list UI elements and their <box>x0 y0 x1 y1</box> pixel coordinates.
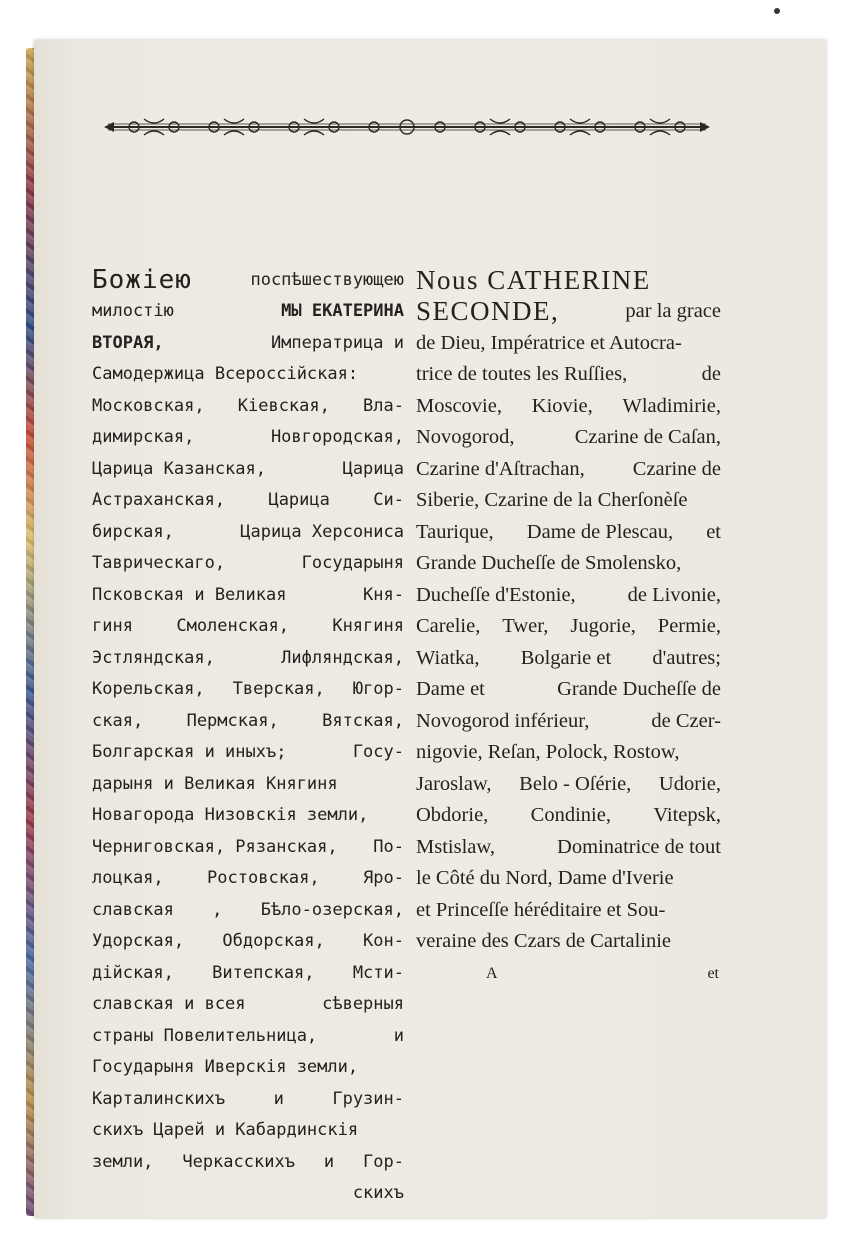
french-text-segment: Kiovie, <box>531 394 593 417</box>
russian-text-segment: Грузин- <box>332 1088 404 1109</box>
russian-text-segment: Таврическаго, <box>92 553 226 573</box>
russian-text-segment: Божіею <box>92 264 192 295</box>
russian-text-segment: Гор- <box>363 1151 404 1172</box>
french-text-segment: Czarine de Caſan, <box>574 426 721 448</box>
russian-text-segment: скихъ <box>352 1183 404 1203</box>
french-text-segment: Jaroslaw, <box>416 772 492 795</box>
russian-line <box>92 832 404 864</box>
french-text-segment: Czarine d'Aſtrachan, <box>416 457 585 480</box>
catchword: et <box>707 964 719 982</box>
russian-text-segment: Яро- <box>363 868 404 888</box>
russian-text-segment: Лифляндская, <box>281 647 404 668</box>
french-text-segment: et Princeſſe héréditaire et Sou- <box>416 898 666 921</box>
russian-text-segment: Черниговская, Рязанская, <box>92 836 338 857</box>
french-text-segment: Belo - Oſérie, <box>519 772 632 795</box>
french-line <box>416 863 721 895</box>
russian-text-segment: Царица Казанская, <box>92 458 266 479</box>
russian-text-segment: Пермская, <box>186 710 279 731</box>
russian-text-segment: Обдорская, <box>222 931 325 951</box>
russian-text-column <box>92 252 404 1210</box>
french-line <box>416 517 721 549</box>
russian-text-segment: Корельская, <box>92 679 205 699</box>
russian-text-segment: Новагорода Низовскія земли, <box>92 805 369 825</box>
french-text-segment: Mstislaw, <box>416 835 495 858</box>
french-line <box>416 422 721 454</box>
russian-line <box>92 958 404 990</box>
russian-text-segment: страны Повелительница, <box>92 1025 318 1046</box>
russian-text-segment: Государыня <box>301 553 404 573</box>
russian-line <box>92 548 404 580</box>
french-line <box>416 643 721 675</box>
french-text-segment: Grande Ducheſſe de Smolensko, <box>416 552 682 574</box>
russian-text-segment: и <box>273 1088 284 1109</box>
french-text-segment: Wladimirie, <box>622 394 721 417</box>
russian-text-segment: Вла- <box>363 395 404 416</box>
russian-text-segment: Ростовская, <box>207 868 320 888</box>
russian-text-segment: Псковская и Великая <box>92 584 287 605</box>
russian-text-segment: Астраханская, <box>92 490 226 510</box>
russian-line <box>92 422 404 454</box>
russian-text-segment: Новгородская, <box>270 427 404 447</box>
russian-text-segment: Черкасскихъ <box>182 1151 295 1172</box>
russian-text-segment: Удорская, <box>92 931 185 951</box>
french-line <box>416 611 721 643</box>
russian-text-segment: Императрица и <box>270 332 404 353</box>
french-line <box>416 548 721 580</box>
french-text-segment: de Livonie, <box>627 583 721 606</box>
russian-line <box>92 485 404 517</box>
french-text-segment: d'autres; <box>652 646 721 669</box>
russian-text-segment: славская и всея <box>92 994 246 1014</box>
russian-text-segment: Югор- <box>352 679 404 699</box>
russian-line <box>92 580 404 612</box>
french-text-segment: Grande Ducheſſe de <box>557 678 721 700</box>
dust-speck <box>774 8 780 14</box>
russian-text-segment: Мсти- <box>352 962 404 983</box>
russian-line <box>92 1115 404 1147</box>
russian-text-segment: Царица <box>268 490 330 510</box>
russian-line <box>92 391 404 423</box>
russian-text-segment: Кня- <box>363 584 404 605</box>
french-text-segment: Dame de Plescau, <box>526 520 674 543</box>
french-text-segment: Udorie, <box>658 772 721 795</box>
french-text-segment: Twer, <box>502 615 549 637</box>
french-text-segment: veraine des Czars de Cartalinie <box>416 930 671 952</box>
russian-text-segment: Царица <box>342 458 404 479</box>
russian-text-segment: и <box>323 1151 335 1172</box>
russian-line <box>92 1084 404 1116</box>
russian-line <box>92 863 404 895</box>
signature-line <box>416 958 721 990</box>
russian-text-segment: Государыня Иверскія земли, <box>92 1057 359 1077</box>
russian-line <box>92 706 404 738</box>
french-text-segment: Condinie, <box>530 804 611 826</box>
french-text-segment: Jugorie, <box>570 615 636 637</box>
french-text-segment: de Czer- <box>651 709 721 732</box>
french-text-segment: nigovie, Reſan, Polock, Rostow, <box>416 741 680 763</box>
french-text-column <box>416 252 721 989</box>
french-text-segment: Siberie, Czarine de la Cherſonèſe <box>416 489 688 511</box>
french-text-segment: Permie, <box>657 615 721 637</box>
french-text-segment: Taurique, <box>416 520 494 543</box>
french-line <box>416 737 721 769</box>
french-line <box>416 580 721 612</box>
russian-text-segment: и <box>393 1025 404 1046</box>
russian-line <box>92 359 404 391</box>
russian-text-segment: димирская, <box>92 427 195 447</box>
russian-text-segment: Эстляндская, <box>92 647 215 668</box>
french-text-segment: Dominatrice de tout <box>557 835 721 858</box>
russian-text-segment: милостію <box>92 301 174 321</box>
russian-text-segment: Госу- <box>352 742 404 762</box>
french-text-segment: Dame et <box>416 678 485 700</box>
russian-text-segment: Самодержица Всероссійская: <box>92 364 359 384</box>
russian-text-segment: бирская, <box>92 521 174 542</box>
russian-line <box>92 674 404 706</box>
russian-text-segment: ская, <box>92 710 144 731</box>
french-text-segment: Novogorod inférieur, <box>416 709 590 732</box>
french-text-segment: Moscovie, <box>416 394 502 417</box>
french-text-segment: Czarine de <box>632 457 721 480</box>
french-line <box>416 674 721 706</box>
french-line <box>416 832 721 864</box>
russian-line <box>92 296 404 328</box>
french-text-segment: Carelie, <box>416 615 481 637</box>
russian-line <box>92 1052 404 1084</box>
ornamental-header-rule <box>104 114 710 140</box>
russian-text-segment: Витепская, <box>212 962 315 983</box>
russian-line <box>92 252 404 296</box>
russian-text-segment: славская <box>92 899 174 920</box>
french-text-segment: le Côté du Nord, Dame d'Iverie <box>416 867 674 889</box>
french-line <box>416 485 721 517</box>
russian-text-segment: Вятская, <box>322 710 404 731</box>
french-line <box>416 454 721 486</box>
russian-line <box>92 800 404 832</box>
russian-text-segment: дарыня и Великая Княгиня <box>92 773 338 794</box>
french-text-segment: de Dieu, Impératrice et Autocra- <box>416 331 682 354</box>
french-text-segment: Novogorod, <box>416 426 515 448</box>
russian-line <box>92 989 404 1021</box>
french-text-segment: trice de toutes les Ruſſies, <box>416 363 628 385</box>
french-line <box>416 359 721 391</box>
russian-text-segment: лоцкая, <box>92 868 164 888</box>
french-text-segment: par la grace <box>625 300 721 322</box>
russian-line <box>92 769 404 801</box>
russian-text-segment: Кон- <box>363 931 404 951</box>
russian-text-segment: дійская, <box>92 962 174 983</box>
french-line <box>416 391 721 423</box>
russian-line <box>92 328 404 360</box>
russian-line <box>92 1021 404 1053</box>
russian-line <box>92 517 404 549</box>
french-line <box>416 800 721 832</box>
french-text-segment: de <box>701 363 721 385</box>
russian-text-segment: Царица Херсониса <box>240 521 404 542</box>
french-line <box>416 296 721 328</box>
french-line <box>416 706 721 738</box>
russian-line <box>92 895 404 927</box>
russian-text-segment: поспѣшествующею <box>250 269 404 290</box>
french-line <box>416 252 721 296</box>
russian-text-segment: Си- <box>373 490 404 510</box>
russian-text-segment: земли, <box>92 1151 154 1172</box>
russian-text-segment: скихъ Царей и Кабардинскія <box>92 1120 359 1140</box>
russian-text-segment: Московская, <box>92 395 205 416</box>
russian-line <box>92 643 404 675</box>
french-text-segment: et <box>706 520 721 543</box>
russian-line <box>92 1147 404 1179</box>
french-line <box>416 926 721 958</box>
french-line <box>416 328 721 360</box>
russian-line <box>92 611 404 643</box>
french-text-segment: SECONDE, <box>416 296 560 326</box>
french-text-segment: Ducheſſe d'Estonie, <box>416 583 576 606</box>
russian-text-segment: Кіевская, <box>237 395 330 416</box>
russian-line <box>92 1178 404 1210</box>
russian-text-segment: МЫ ЕКАТЕРИНА <box>281 301 404 321</box>
russian-text-segment: Смоленская, <box>176 616 289 636</box>
french-line <box>416 895 721 927</box>
russian-text-segment: По- <box>373 836 404 857</box>
russian-text-segment: Тверская, <box>232 679 325 699</box>
french-text-segment: Bolgarie et <box>520 646 612 669</box>
russian-text-segment: , <box>212 899 223 920</box>
french-text-segment: Obdorie, <box>416 804 489 826</box>
french-text-segment: Wiatka, <box>416 646 480 669</box>
french-line <box>416 769 721 801</box>
russian-line <box>92 926 404 958</box>
russian-line <box>92 737 404 769</box>
russian-text-segment: ВТОРАЯ, <box>92 332 164 353</box>
russian-line <box>92 454 404 486</box>
russian-text-segment: гиня <box>92 616 133 636</box>
signature-mark: A <box>486 964 498 982</box>
russian-text-segment: Бѣло-озерская, <box>260 899 404 920</box>
french-text-segment: Vitepsk, <box>653 804 721 826</box>
russian-text-segment: Карталинскихъ <box>92 1088 226 1109</box>
russian-text-segment: Болгарская и иныхъ; <box>92 742 287 762</box>
french-text-segment: Nous CATHERINE <box>416 264 651 295</box>
russian-text-segment: Княгиня <box>332 616 404 636</box>
russian-text-segment: сѣверныя <box>322 994 404 1014</box>
